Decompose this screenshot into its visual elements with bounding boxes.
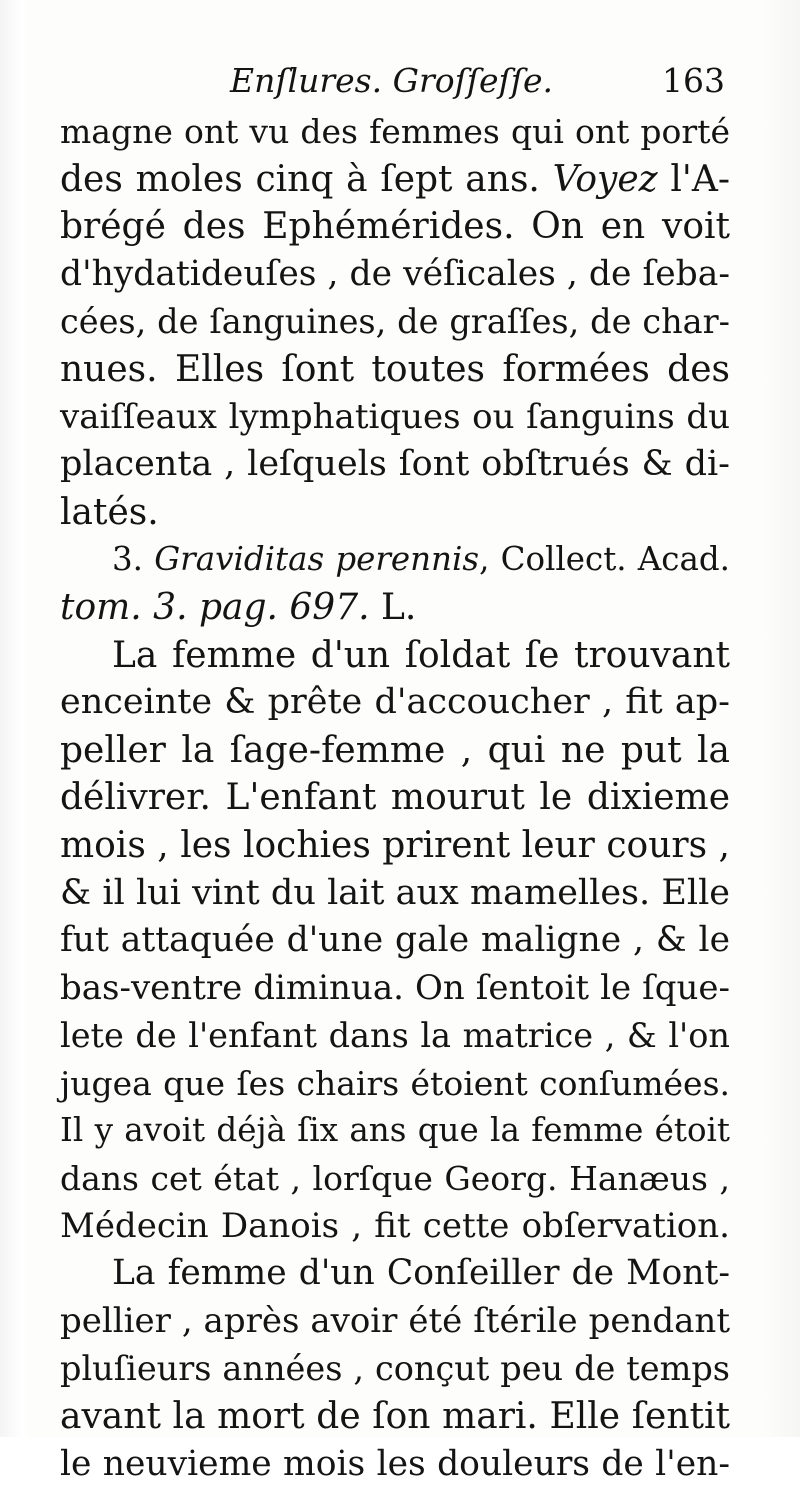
text-line: délivrer. L'enfant mourut le dixieme xyxy=(60,777,730,819)
citation-line: 3. Graviditas perennis, Collect. Acad. xyxy=(112,540,730,579)
text-line: mois , les lochies prirent leur cours , xyxy=(60,824,730,866)
text-line: placenta , leſquels ſont obſtrués & di- xyxy=(60,444,730,485)
text-line: avant la mort de ſon mari. Elle ſentit xyxy=(60,1396,730,1438)
citation-title: Graviditas perennis xyxy=(154,540,480,579)
page-left-edge xyxy=(0,0,30,1437)
text-line: nues. Elles ſont toutes formées des xyxy=(60,348,730,390)
running-title: Enſlures. Groſſeſſe. xyxy=(230,61,553,100)
text-line: pluſieurs années , conçut peu de temps xyxy=(60,1349,730,1389)
text-line: jugea que ſes chairs étoient conſumées. xyxy=(60,1063,730,1103)
text-line: vaiſſeaux lymphatiques ou ſanguins du xyxy=(60,396,730,437)
text-line: des moles cinq à ſept ans. Voyez l'A- xyxy=(60,158,730,200)
text-line: enceinte & prête d'accoucher , fit ap- xyxy=(60,682,730,723)
text-line: Il y avoit déjà ſix ans que la femme étoit xyxy=(60,1111,730,1150)
citation-line: tom. 3. pag. 697. L. xyxy=(60,586,417,628)
text-line: d'hydatideuſes , de véſicales , de ſeba- xyxy=(60,253,730,294)
citation-reference: tom. 3. pag. 697. xyxy=(60,586,370,628)
page-right-edge xyxy=(760,0,800,1437)
text-line: Médecin Danois , fit cette obſervation. xyxy=(60,1205,730,1246)
text-line: brégé des Ephémérides. On en voit xyxy=(60,206,730,248)
text-line: le neuvieme mois les douleurs de l'en- xyxy=(60,1443,730,1484)
page-number: 163 xyxy=(662,61,725,100)
main-text xyxy=(60,108,730,1488)
text-line: pellier , après avoir été ſtérile pendant xyxy=(60,1300,730,1341)
text-line: & il lui vint du lait aux mamelles. Elle xyxy=(60,872,730,913)
italic-word: Voyez xyxy=(552,158,658,200)
text-line: lete de l'enfant dans la matrice , & l'on xyxy=(60,1016,730,1056)
text-line: cées, de ſanguines, de graſſes, de char- xyxy=(60,302,730,342)
text-line: latés. xyxy=(60,491,159,533)
text-line: fut attaquée d'une gale maligne , & le xyxy=(60,920,730,961)
text-line: magne ont vu des femmes qui ont porté xyxy=(60,112,730,151)
page-header xyxy=(60,55,725,107)
text-line: peller la ſage-femme , qui ne put la xyxy=(60,729,730,771)
text-line: La femme d'un Conſeiller de Mont- xyxy=(112,1253,730,1294)
text-line: bas-ventre diminua. On ſentoit le ſque- xyxy=(60,967,730,1008)
text-line: dans cet état , lorſque Georg. Hanæus , xyxy=(60,1159,730,1199)
text-line: La femme d'un ſoldat ſe trouvant xyxy=(112,634,730,676)
